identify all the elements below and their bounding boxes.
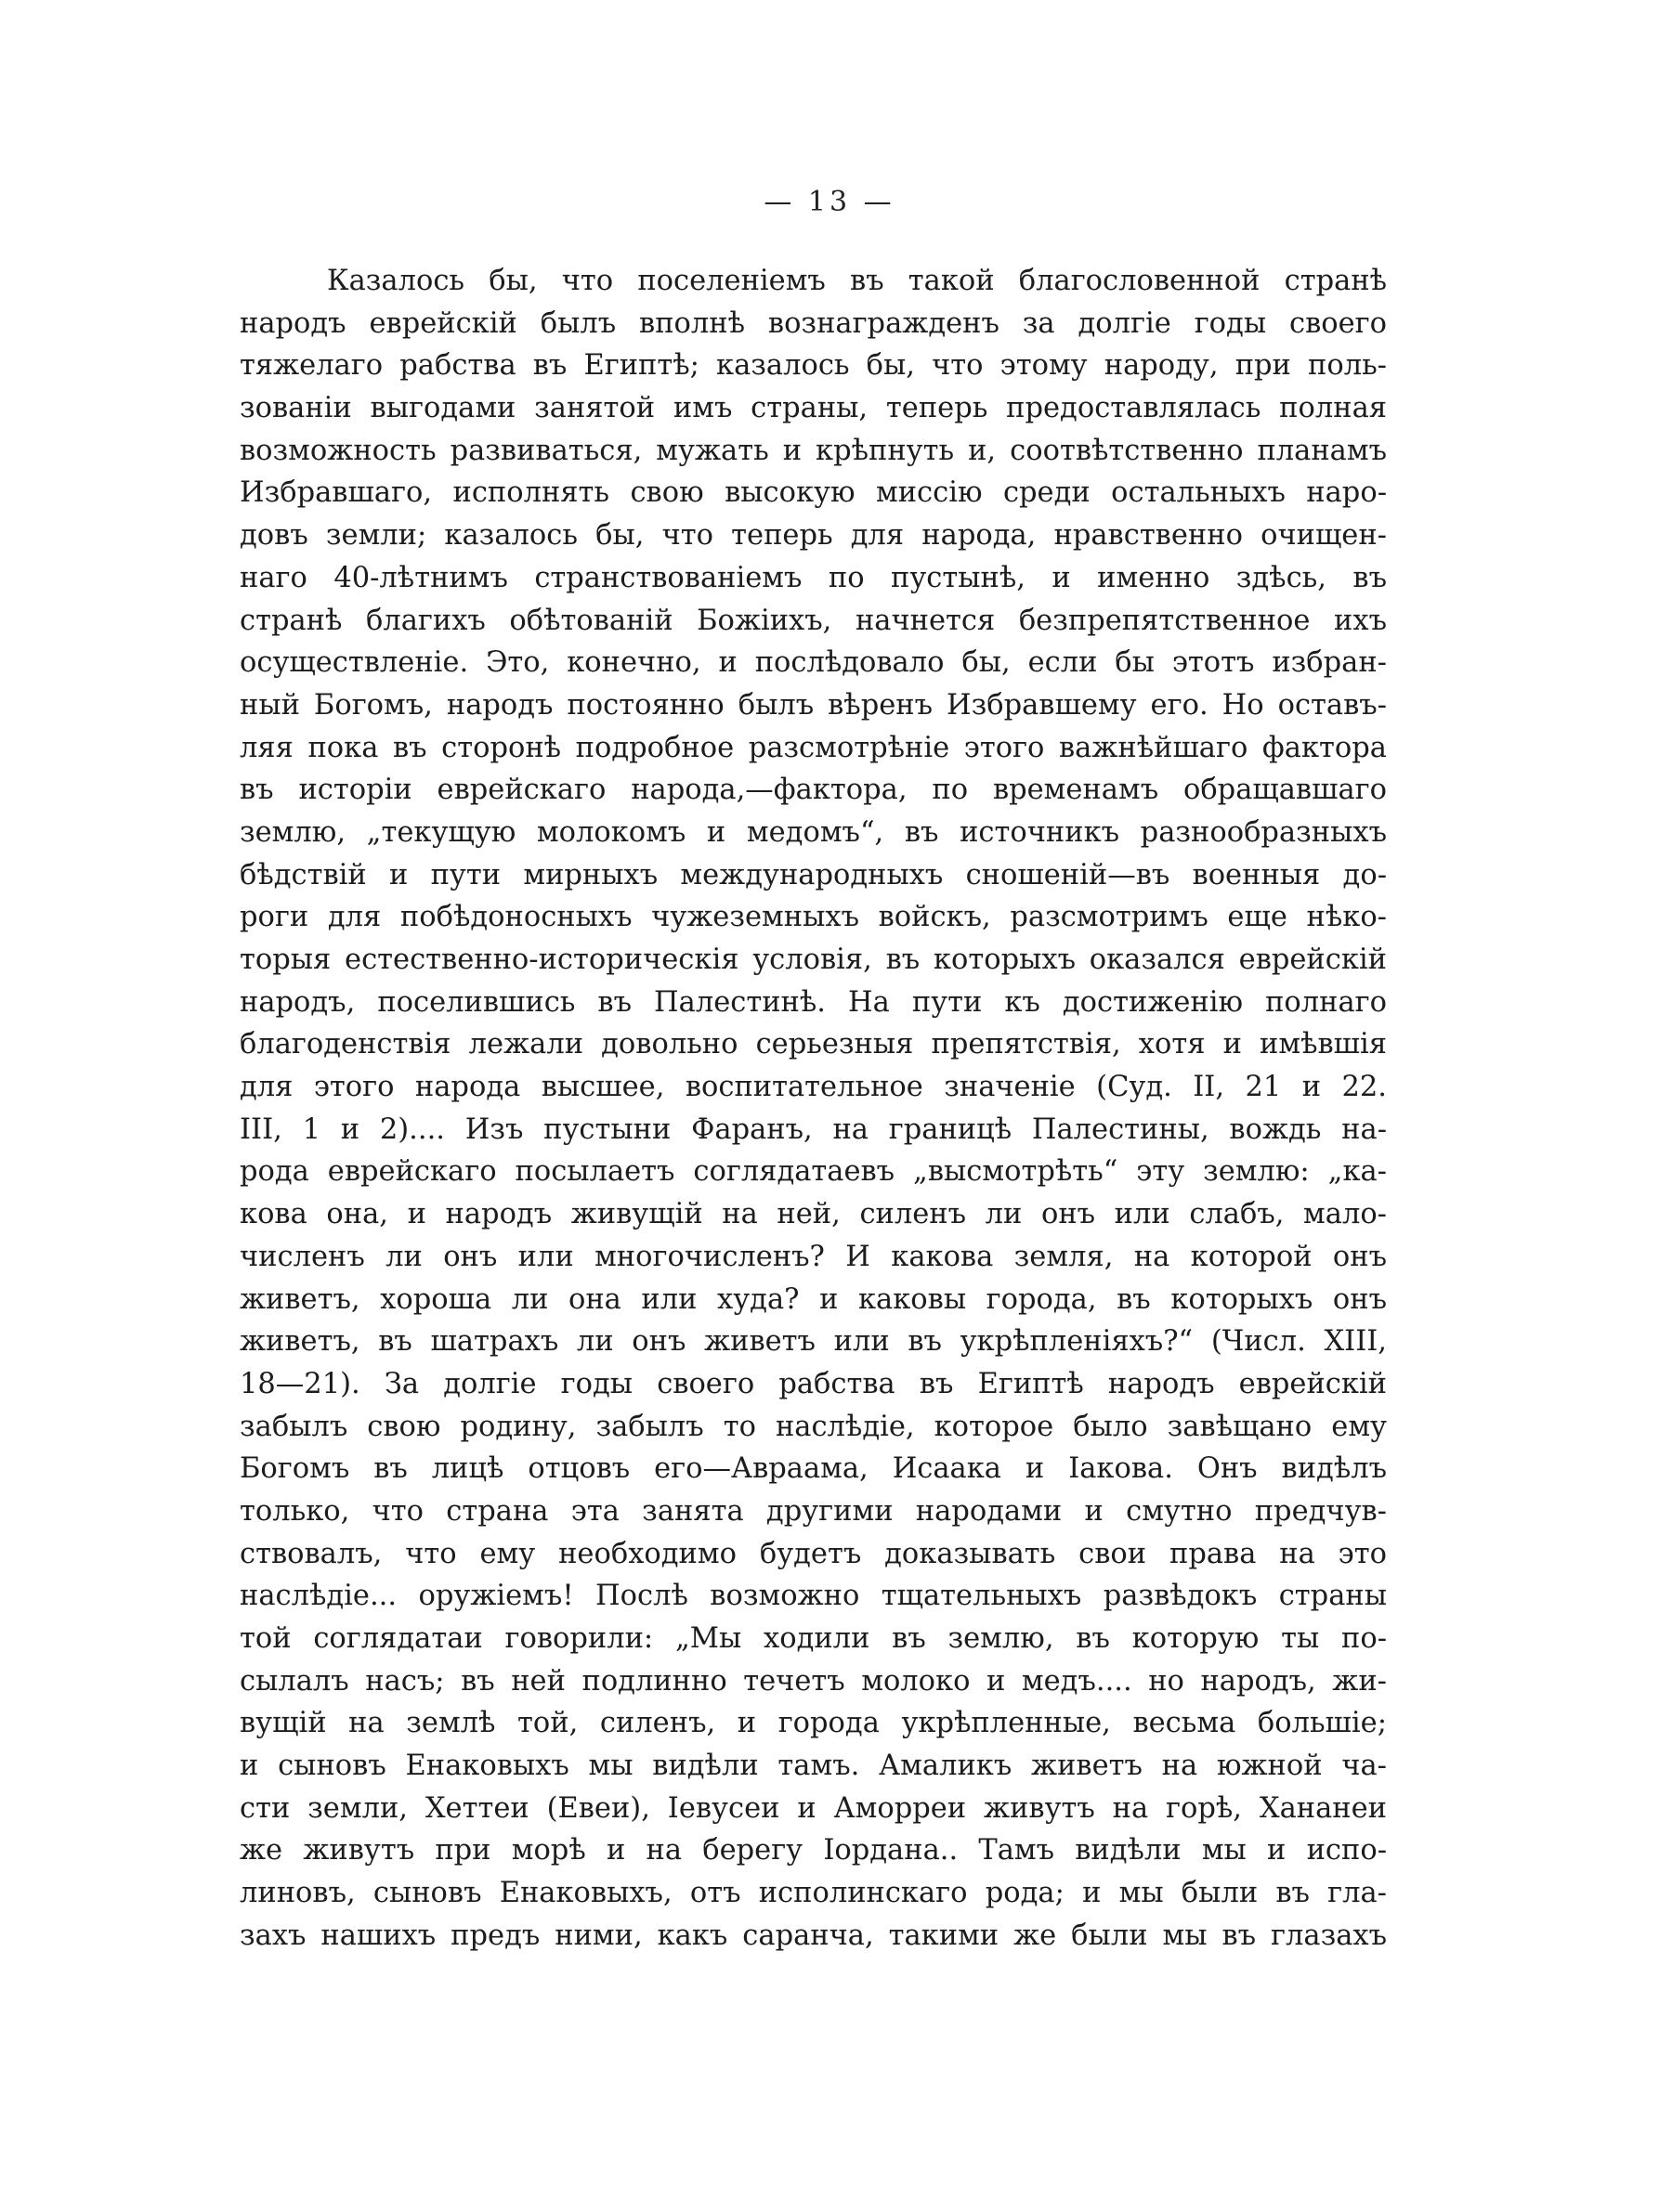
text-line: Богомъ въ лицѣ отцовъ его—Авраама, Исаака и Іакова. Онъ видѣлъ [240, 1452, 1387, 1486]
text-line: роги для побѣдоносныхъ чужеземныхъ войскъ, разсмотримъ еще нѣко- [240, 901, 1387, 934]
text-line: тяжелаго рабства въ Египтѣ; казалось бы, что этому народу, при поль- [240, 349, 1387, 383]
text-line: линовъ, сыновъ Енаковыхъ, отъ исполинскаго рода; и мы были въ гла- [240, 1877, 1387, 1910]
text-line: забылъ свою родину, забылъ то наслѣдіе, которое было завѣщано ему [240, 1410, 1387, 1443]
text-line: для этого народа высшее, воспитательное значеніе (Суд. II, 21 и 22. [240, 1071, 1387, 1104]
text-line: ляя пока въ сторонѣ подробное разсмотрѣніе этого важнѣйшаго фактора [240, 731, 1387, 764]
text-line: наго 40-лѣтнимъ странствованіемъ по пустынѣ, и именно здѣсь, въ [240, 561, 1387, 594]
text-line: народъ еврейскій былъ вполнѣ вознагражденъ за долгіе годы своего [240, 306, 1387, 340]
text-line: рода еврейскаго посылаетъ соглядатаевъ „высмотрѣть“ эту землю: „ка- [240, 1155, 1387, 1189]
text-line: сылалъ насъ; въ ней подлинно течетъ молоко и медъ.... но народъ, жи- [240, 1664, 1387, 1698]
text-line: бѣдствій и пути мирныхъ международныхъ сношеній—въ военныя до- [240, 858, 1387, 891]
text-line: же живутъ при морѣ и на берегу Іордана.. Тамъ видѣли мы и испо- [240, 1834, 1387, 1867]
text-line: захъ нашихъ предъ ними, какъ саранча, такими же были мы въ глазахъ [240, 1919, 1387, 1952]
text-line: осуществленіе. Это, конечно, и послѣдовало бы, если бы этотъ избран- [240, 646, 1387, 680]
text-line: сти земли, Хеттеи (Евеи), Іевусеи и Аморреи живутъ на горѣ, Хананеи [240, 1791, 1387, 1825]
body-text [240, 260, 1387, 1958]
text-line: наслѣдіе... оружіемъ! Послѣ возможно тщательныхъ развѣдокъ страны [240, 1580, 1387, 1613]
text-line: III, 1 и 2).... Изъ пустыни Фаранъ, на границѣ Палестины, вождь на- [240, 1113, 1387, 1146]
text-line: ный Богомъ, народъ постоянно былъ вѣренъ Избравшему его. Но оставъ- [240, 688, 1387, 722]
text-line: кова она, и народъ живущій на ней, силенъ ли онъ или слабъ, мало- [240, 1198, 1387, 1231]
page-number: — 13 — [764, 186, 895, 218]
text-line: ствовалъ, что ему необходимо будетъ доказывать свои права на это [240, 1537, 1387, 1570]
text-line: возможность развиваться, мужать и крѣпнуть и, соотвѣтственно планамъ [240, 434, 1387, 467]
text-line: народъ, поселившись въ Палестинѣ. На пути къ достиженію полнаго [240, 985, 1387, 1019]
text-line: странѣ благихъ обѣтованій Божіихъ, начнется безпрепятственное ихъ [240, 604, 1387, 637]
text-line: той соглядатаи говорили: „Мы ходили въ землю, въ которую ты по- [240, 1622, 1387, 1655]
text-line: зованіи выгодами занятой имъ страны, теперь предоставлялась полная [240, 392, 1387, 425]
text-line: вущій на землѣ той, силенъ, и города укрѣпленные, весьма большіе; [240, 1707, 1387, 1740]
text-line: торыя естественно-историческія условія, въ которыхъ оказался еврейскій [240, 943, 1387, 976]
text-line: и сыновъ Енаковыхъ мы видѣли тамъ. Амаликъ живетъ на южной ча- [240, 1750, 1387, 1783]
text-line: Избравшаго, исполнять свою высокую миссію среди остальныхъ наро- [240, 476, 1387, 510]
text-line: довъ земли; казалось бы, что теперь для народа, нравственно очищен- [240, 519, 1387, 553]
text-line: 18—21). За долгіе годы своего рабства въ Египтѣ народъ еврейскій [240, 1367, 1387, 1400]
text-line: Казалось бы, что поселеніемъ въ такой благословенной странѣ [327, 265, 1387, 297]
text-line: землю, „текущую молокомъ и медомъ“, въ источникъ разнообразныхъ [240, 815, 1387, 849]
text-line: живетъ, хороша ли она или худа? и каковы города, въ которыхъ онъ [240, 1282, 1387, 1316]
text-line: численъ ли онъ или многочисленъ? И какова земля, на которой онъ [240, 1240, 1387, 1273]
text-line: благоденствія лежали довольно серьезныя препятствія, хотя и имѣвшія [240, 1028, 1387, 1061]
text-line: въ исторіи еврейскаго народа,—фактора, по временамъ обращавшаго [240, 774, 1387, 807]
text-line: только, что страна эта занята другими народами и смутно предчув- [240, 1494, 1387, 1528]
text-line: живетъ, въ шатрахъ ли онъ живетъ или въ укрѣпленіяхъ?“ (Числ. XIII, [240, 1325, 1387, 1359]
